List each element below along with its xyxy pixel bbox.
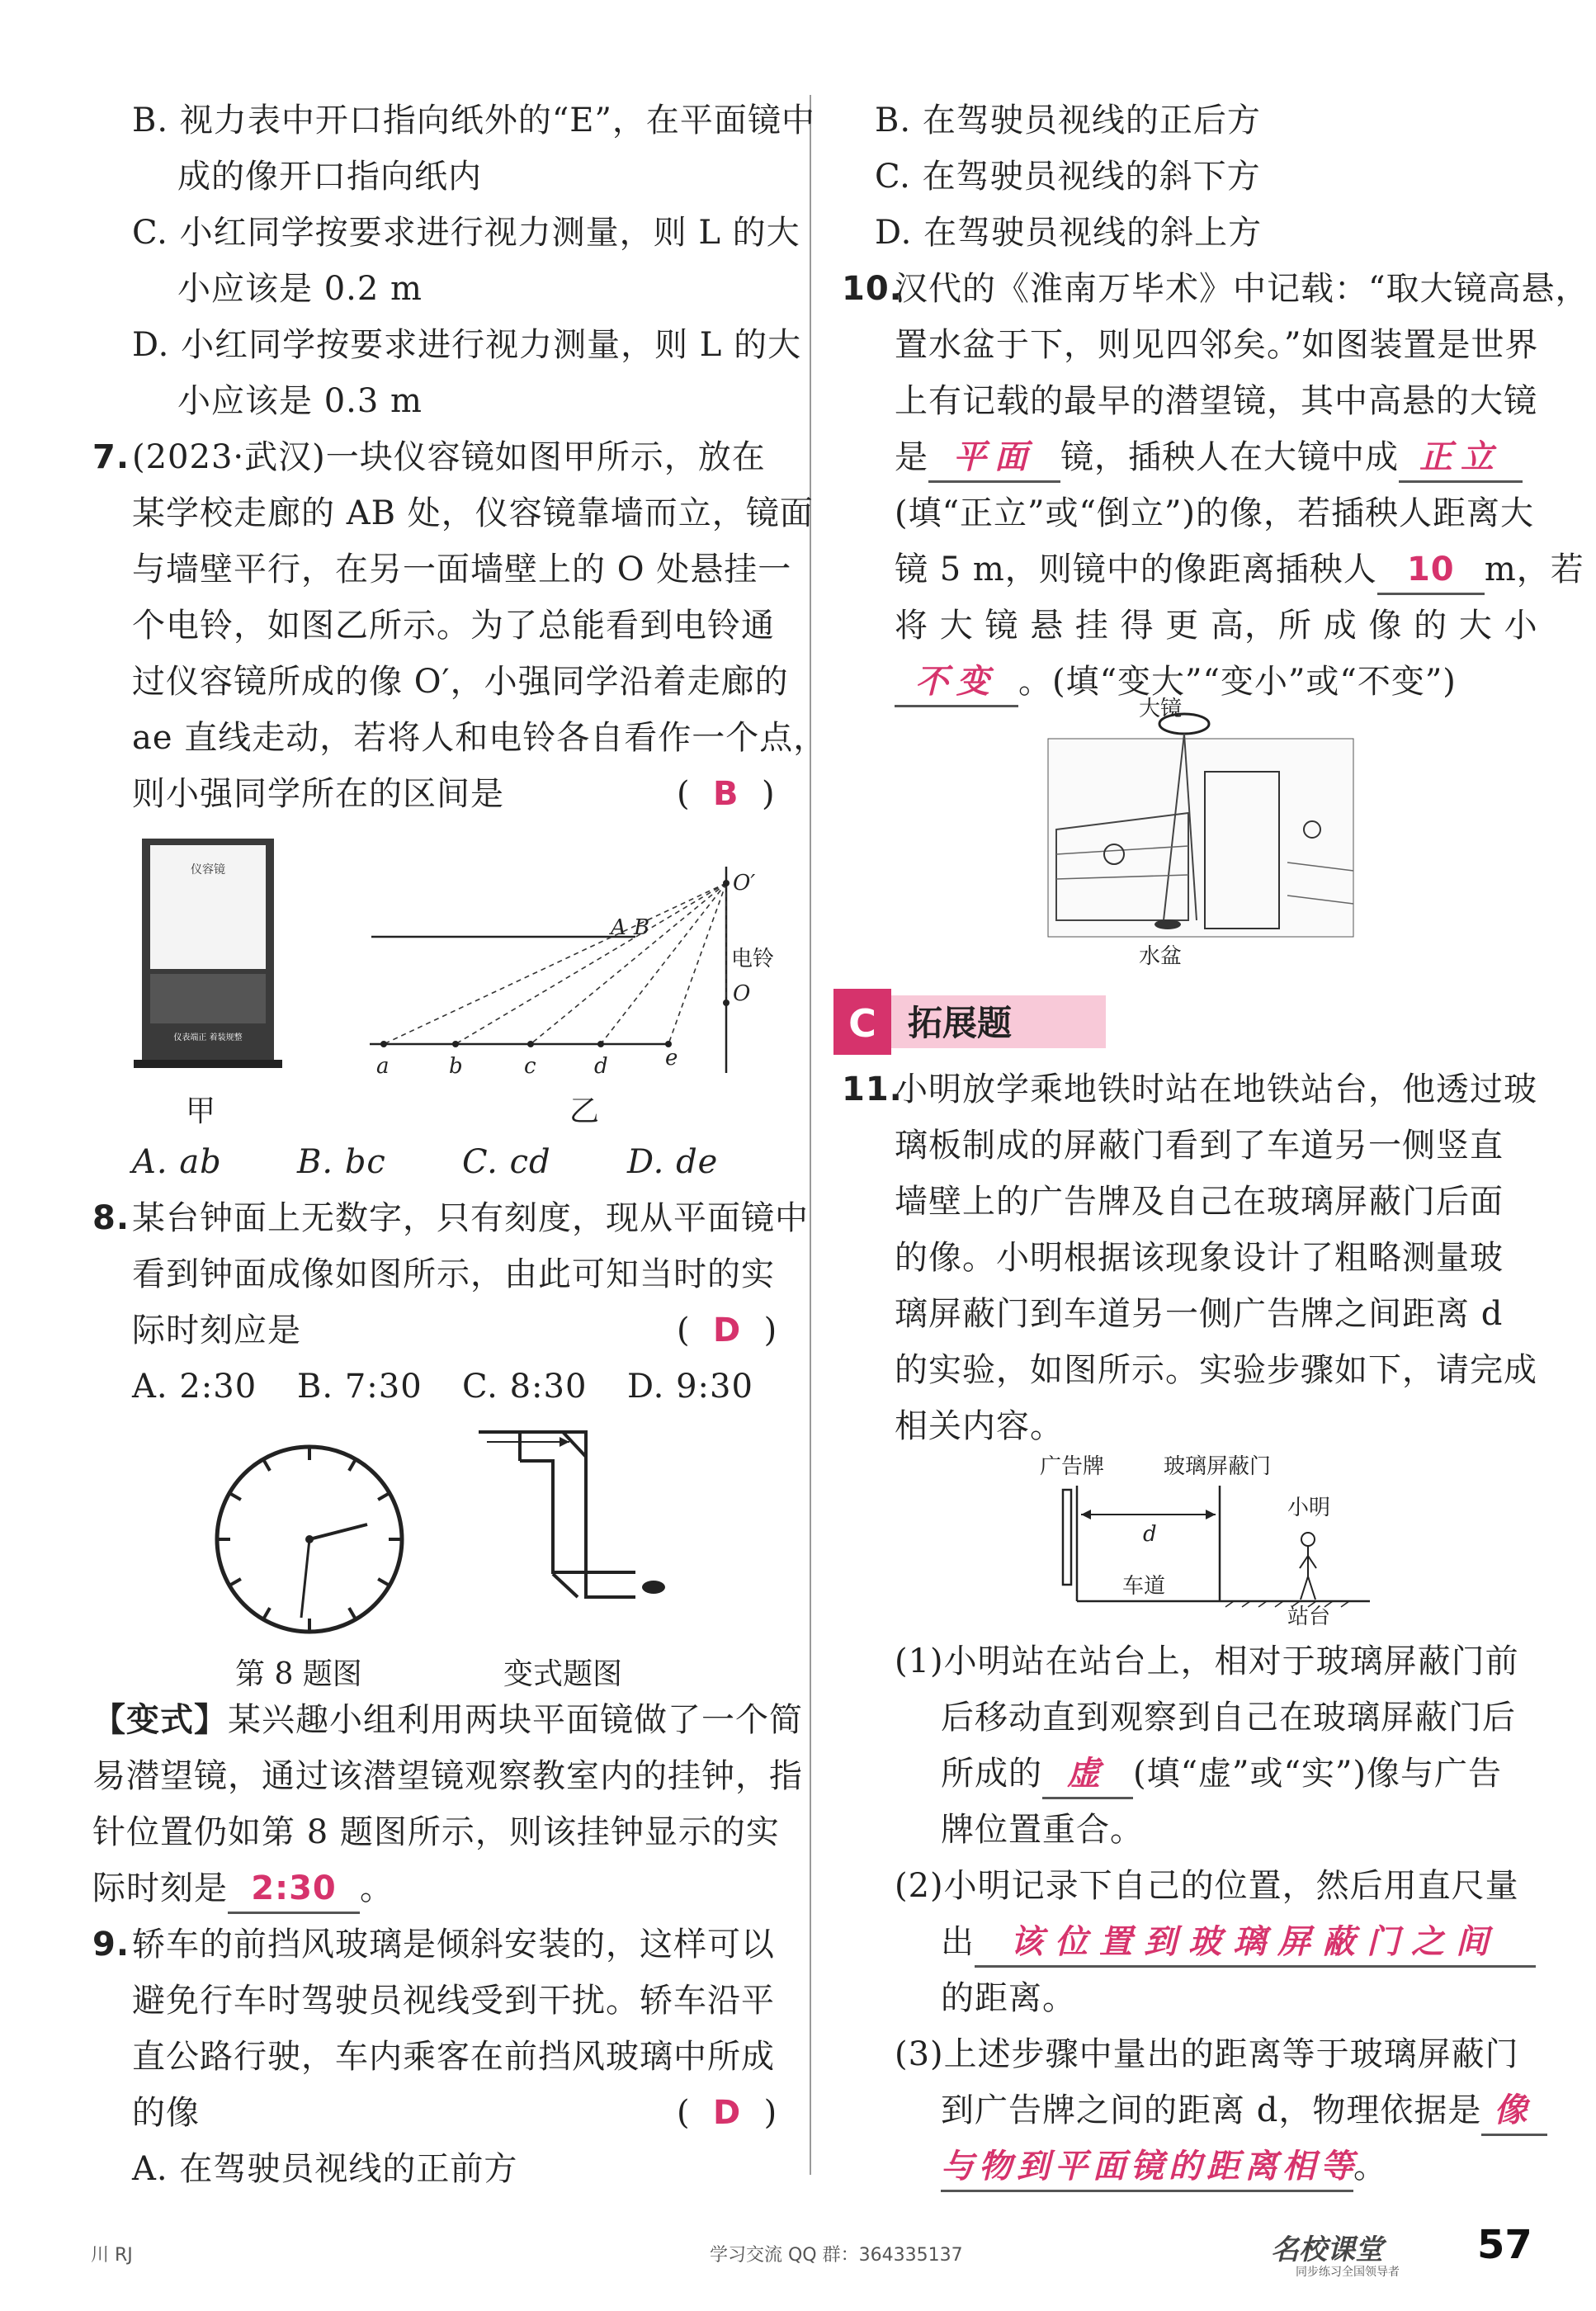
q10-blank-mirror-type: 平面 (928, 434, 1060, 483)
point-o (723, 1000, 730, 1006)
label-big-mirror: 大镜 (1139, 697, 1183, 721)
q9-option-d: D. 在驾驶员视线的斜上方 (875, 214, 1263, 252)
variant-answer: 2:30 (228, 1865, 360, 1914)
water-basin (1155, 919, 1181, 929)
q9-answer-paren: ( D ) (677, 2094, 778, 2132)
q7-caption-jia: 甲 (186, 1094, 216, 1128)
q7-figure-jia-mirror (132, 834, 289, 1073)
mirror-base-text: 仪表端正 着装规整 (173, 1033, 243, 1042)
q11-step3-blank-b: 与物到平面镜的距离相等 (941, 2143, 1353, 2192)
q8-answer: D (713, 1311, 742, 1349)
eye-icon (642, 1581, 665, 1594)
q8-answer-paren: ( D ) (677, 1311, 778, 1349)
q7-option-b: B. bc (297, 1143, 386, 1181)
footer-brand-logo: 名校课堂 (1271, 2233, 1383, 2266)
label-c: c (524, 1054, 536, 1079)
q7-line2: 某学校走廊的 AB 处，仪容镜靠墙而立，镜面 (132, 494, 814, 532)
label-water-basin: 水盆 (1139, 944, 1183, 969)
q7-option-a: A. ab (132, 1143, 222, 1181)
column-divider (810, 95, 811, 2175)
q11-line6: 的实验，如图所示。实验步骤如下，请完成 (895, 1351, 1537, 1389)
mirror-text: 仪容镜 (191, 863, 225, 877)
variant-line3: 针位置仍如第 8 题图所示，则该挂钟显示的实 (92, 1813, 780, 1851)
label-d: d (1143, 1522, 1157, 1547)
q10-number: 10. (842, 270, 903, 308)
label-track: 车道 (1122, 1574, 1166, 1599)
q8-option-c: C. 8:30 (462, 1368, 588, 1406)
q9-line4: 的像 (132, 2094, 200, 2132)
q11-step1-line3: 所成的 虚 (填“虚”或“实”)像与广告 (941, 1751, 1502, 1799)
q10-line1: 汉代的《淮南万毕术》中记载：“取大镜高悬， (895, 270, 1589, 308)
variant-line4: 际时刻是 2:30 。 (92, 1865, 394, 1914)
label-xiaoming: 小明 (1287, 1496, 1331, 1520)
q8-option-b: B. 7:30 (297, 1368, 423, 1406)
q9-line1: 轿车的前挡风玻璃是倾斜安装的，这样可以 (132, 1926, 775, 1964)
q7-option-d: D. de (627, 1143, 719, 1181)
q11-step2-blank: 该位置到玻璃屏蔽门之间 (975, 1919, 1536, 1968)
label-O-prime: O′ (733, 871, 756, 896)
q10-ancient-periscope-figure (1040, 697, 1370, 970)
q10-line8: 不变 。(填“变大”“变小”或“不变”) (895, 659, 1457, 707)
variant-line1: 【变式】某兴趣小组利用两块平面镜做了一个简 (92, 1700, 803, 1739)
q7-line5: 过仪容镜所成的像 O′，小强同学沿着走廊的 (132, 663, 789, 701)
label-a: a (376, 1054, 390, 1079)
q7-line1: (2023·武汉)一块仪容镜如图甲所示，放在 (132, 438, 766, 476)
q8-clock-figure (210, 1440, 408, 1638)
q6-option-c-line1: C. 小红同学按要求进行视力测量，则 L 的大 (132, 214, 800, 252)
variant-tag: 【变式】 (92, 1700, 228, 1739)
q9-option-a: A. 在驾驶员视线的正前方 (132, 2150, 518, 2188)
q7-caption-yi: 乙 (569, 1094, 600, 1128)
q7-answer-paren: ( B ) (677, 775, 776, 813)
footer-brand-sub: 同步练习全国领导者 (1296, 2266, 1400, 2279)
illustration-background (1048, 739, 1353, 937)
q10-blank-distance: 10 (1377, 546, 1485, 595)
q8-option-a: A. 2:30 (132, 1368, 257, 1406)
q6-option-b-line1: B. 视力表中开口指向纸外的“E”，在平面镜中 (132, 102, 815, 139)
mirror-base (150, 974, 266, 1023)
label-O: O (733, 981, 751, 1006)
q11-line3: 墙壁上的广告牌及自己在玻璃屏蔽门后面 (895, 1183, 1504, 1221)
q6-option-d-line2: 小应该是 0.3 m (177, 382, 423, 420)
q8-caption: 第 8 题图 (235, 1657, 362, 1691)
q11-step3-line3: 与物到平面镜的距离相等。 (941, 2143, 1387, 2192)
q9-option-b: B. 在驾驶员视线的正后方 (875, 102, 1261, 139)
clock-center (305, 1535, 314, 1543)
q8-option-d: D. 9:30 (627, 1368, 753, 1406)
q11-step1-line1: (1)小明站在站台上，相对于玻璃屏蔽门前 (895, 1642, 1519, 1680)
q11-subway-figure (1040, 1449, 1386, 1626)
q6-option-c-line2: 小应该是 0.2 m (177, 270, 423, 308)
section-header-tag (833, 989, 1114, 1055)
q10-line4: 是 平面 镜，插秧人在大镜中成 正立 (895, 434, 1523, 483)
q7-number: 7. (92, 438, 130, 476)
q7-line4: 个电铃，如图乙所示。为了总能看到电铃通 (132, 607, 775, 645)
section-title: 拓展题 (908, 1003, 1013, 1043)
mirror-foot (134, 1060, 282, 1068)
label-ad-board: 广告牌 (1040, 1454, 1105, 1479)
label-platform: 站台 (1287, 1604, 1331, 1626)
q11-step3-line1: (3)上述步骤中量出的距离等于玻璃屏蔽门 (895, 2035, 1519, 2073)
ad-board (1063, 1490, 1071, 1585)
q10-blank-image-orientation: 正立 (1399, 434, 1523, 483)
label-bell: 电铃 (731, 947, 775, 971)
q9-answer: D (713, 2094, 742, 2132)
section-letter: C (848, 1001, 876, 1046)
q11-step3-blank-a: 像 (1481, 2087, 1547, 2136)
q10-line7: 将 大 镜 悬 挂 得 更 高，所 成 像 的 大 小 (895, 607, 1538, 645)
variant-caption: 变式题图 (503, 1657, 623, 1691)
q10-line2: 置水盆于下，则见四邻矣。”如图装置是世界 (895, 326, 1539, 364)
q7-line6: ae 直线走动，若将人和电铃各自看作一个点， (132, 719, 828, 757)
q11-line5: 璃屏蔽门到车道另一侧广告牌之间距离 d (895, 1295, 1504, 1333)
footer-edition: 川 RJ (91, 2245, 133, 2266)
q11-line7: 相关内容。 (895, 1407, 1064, 1445)
q9-option-c: C. 在驾驶员视线的斜下方 (875, 158, 1261, 196)
periscope-mirror-top (563, 1432, 586, 1457)
q8-line1: 某台钟面上无数字，只有刻度，现从平面镜中 (132, 1199, 809, 1237)
sight-lines (384, 883, 726, 1044)
q6-option-b-line2: 成的像开口指向纸内 (177, 158, 482, 196)
q7-answer: B (713, 775, 739, 813)
q10-blank-size: 不变 (895, 659, 1018, 707)
q7-line3: 与墙壁平行，在另一面墙壁上的 O 处悬挂一 (132, 551, 792, 588)
q10-line5: (填“正立”或“倒立”)的像，若插秧人距离大 (895, 494, 1535, 532)
q9-line2: 避免行车时驾驶员视线受到干扰。轿车沿平 (132, 1982, 775, 2020)
q11-step2-line3: 的距离。 (941, 1979, 1076, 2017)
q11-line1: 小明放学乘地铁时站在地铁站台，他透过玻 (895, 1070, 1537, 1108)
q10-line6: 镜 5 m，则镜中的像距离插秧人 10 m，若 (895, 546, 1584, 595)
label-e: e (665, 1046, 678, 1070)
label-A: A (611, 915, 626, 940)
q8-line2: 看到钟面成像如图所示，由此可知当时的实 (132, 1255, 775, 1293)
q9-line3: 直公路行驶，车内乘客在前挡风玻璃中所成 (132, 2038, 775, 2076)
periscope-mirror-bottom (553, 1574, 578, 1597)
label-d: d (594, 1054, 608, 1079)
q11-step2-line2: 出 该位置到玻璃屏蔽门之间 (941, 1919, 1536, 1968)
q9-number: 9. (92, 1926, 130, 1964)
q11-step1-line4: 牌位置重合。 (941, 1811, 1144, 1849)
q11-step3-line2: 到广告牌之间的距离 d，物理依据是 像 (941, 2087, 1547, 2136)
q6-option-d-line1: D. 小红同学按要求进行视力测量，则 L 的大 (132, 326, 802, 364)
q11-step1-blank: 虚 (1042, 1751, 1133, 1799)
variant-periscope-figure (470, 1424, 685, 1630)
q11-step1-line2: 后移动直到观察到自己在玻璃屏蔽门后 (941, 1699, 1516, 1737)
q11-step2-line1: (2)小明记录下自己的位置，然后用直尺量 (895, 1867, 1519, 1905)
page-number: 57 (1477, 2222, 1532, 2268)
label-screen-door: 玻璃屏蔽门 (1164, 1454, 1272, 1479)
person-icon (1301, 1533, 1315, 1546)
label-B: B (634, 915, 650, 940)
footer-qq-group: 学习交流 QQ 群：364335137 (710, 2245, 963, 2266)
q8-line3: 际时刻应是 (132, 1311, 301, 1349)
q7-option-c: C. cd (462, 1143, 551, 1181)
q7-figure-yi (363, 858, 792, 1081)
q8-number: 8. (92, 1199, 130, 1237)
q11-line4: 的像。小明根据该现象设计了粗略测量玻 (895, 1239, 1504, 1277)
label-b: b (449, 1054, 463, 1079)
periscope-inner (520, 1461, 635, 1572)
q11-number: 11. (842, 1070, 903, 1108)
variant-line2: 易潜望镜，通过该潜望镜观察教室内的挂钟，指 (92, 1757, 803, 1795)
point-o-prime (723, 880, 730, 886)
q10-line3: 上有记载的最早的潜望镜，其中高悬的大镜 (895, 382, 1537, 420)
q11-line2: 璃板制成的屏蔽门看到了车道另一侧竖直 (895, 1127, 1504, 1165)
q7-line7: 则小强同学所在的区间是 (132, 775, 504, 813)
